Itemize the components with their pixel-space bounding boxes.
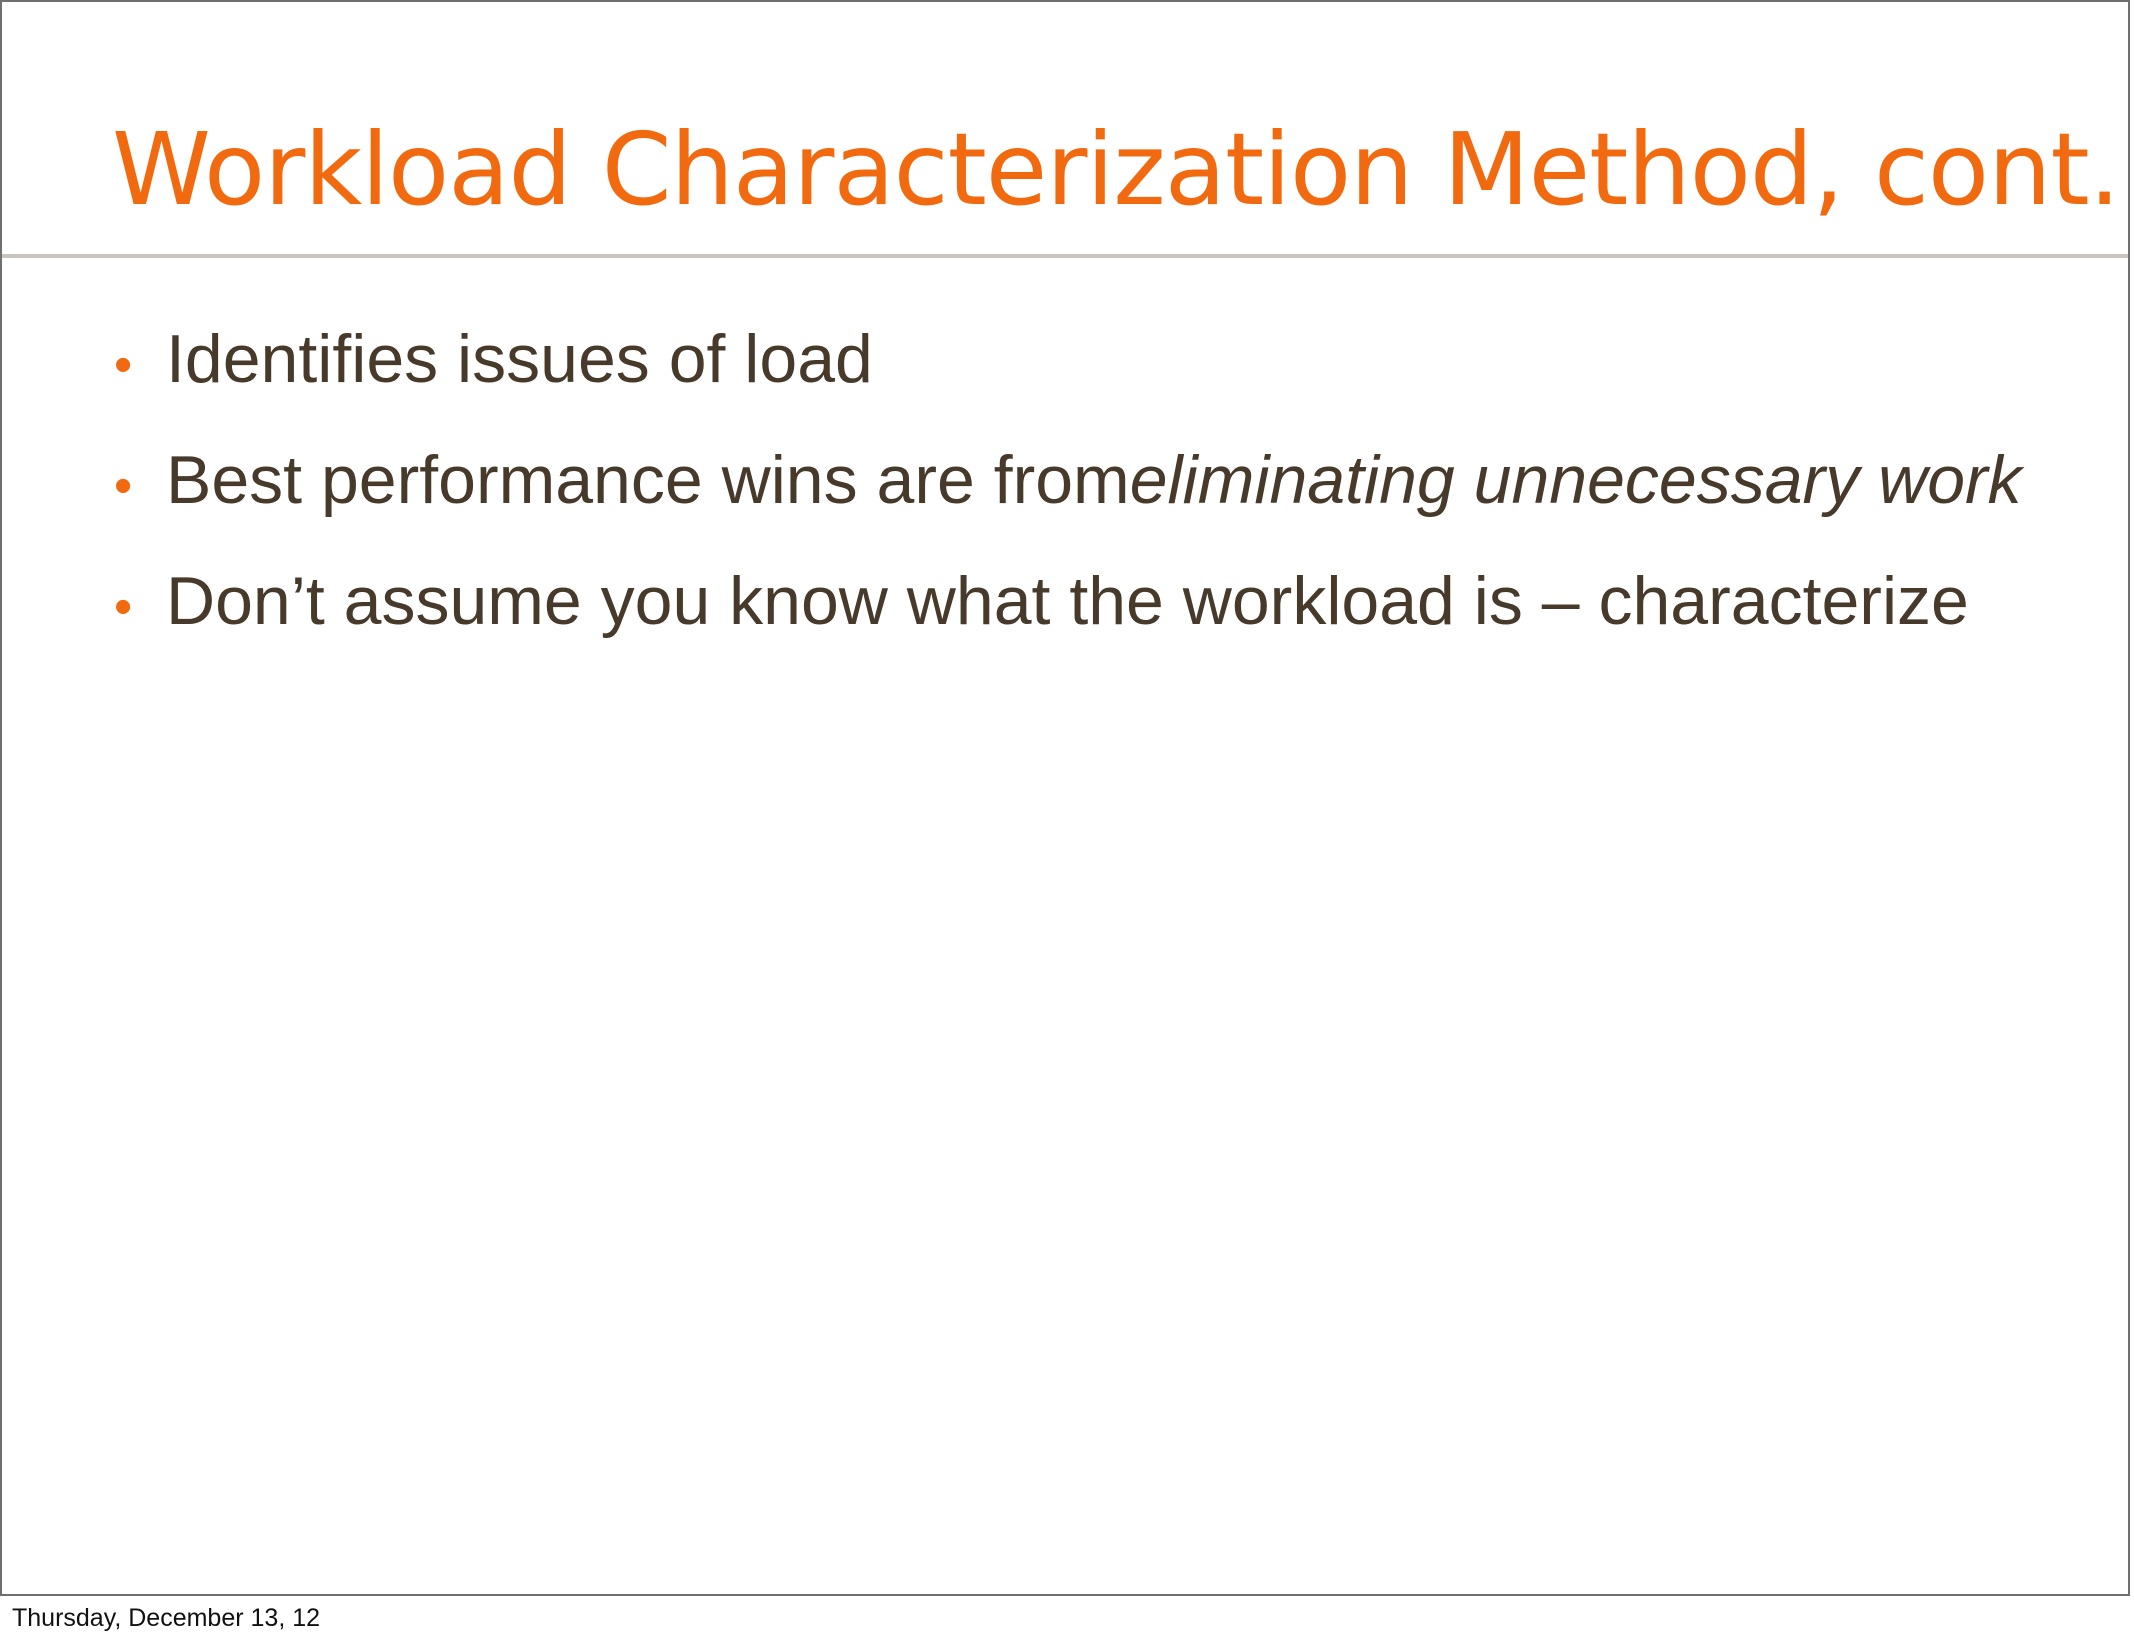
bullet-list xyxy=(114,320,2022,683)
bullet-text: Best performance wins are from xyxy=(166,442,1130,518)
footer-date: Thursday, December 13, 12 xyxy=(12,1604,321,1632)
title-divider xyxy=(2,254,2128,258)
bullet-text: Don’t assume you know what the workload is – characterize xyxy=(166,563,1969,639)
slide-title: Workload Characterization Method, cont. xyxy=(112,111,2120,228)
bullet-item xyxy=(114,441,2022,562)
bullet-dot-icon: • xyxy=(114,457,133,515)
bullet-item xyxy=(114,562,2022,683)
bullet-dot-icon: • xyxy=(114,336,133,394)
bullet-dot-icon: • xyxy=(114,578,133,636)
bullet-text: Identifies issues of load xyxy=(166,321,873,397)
bullet-emphasis-text: eliminating unnecessary work xyxy=(1129,442,2022,518)
bullet-item xyxy=(114,320,2022,441)
